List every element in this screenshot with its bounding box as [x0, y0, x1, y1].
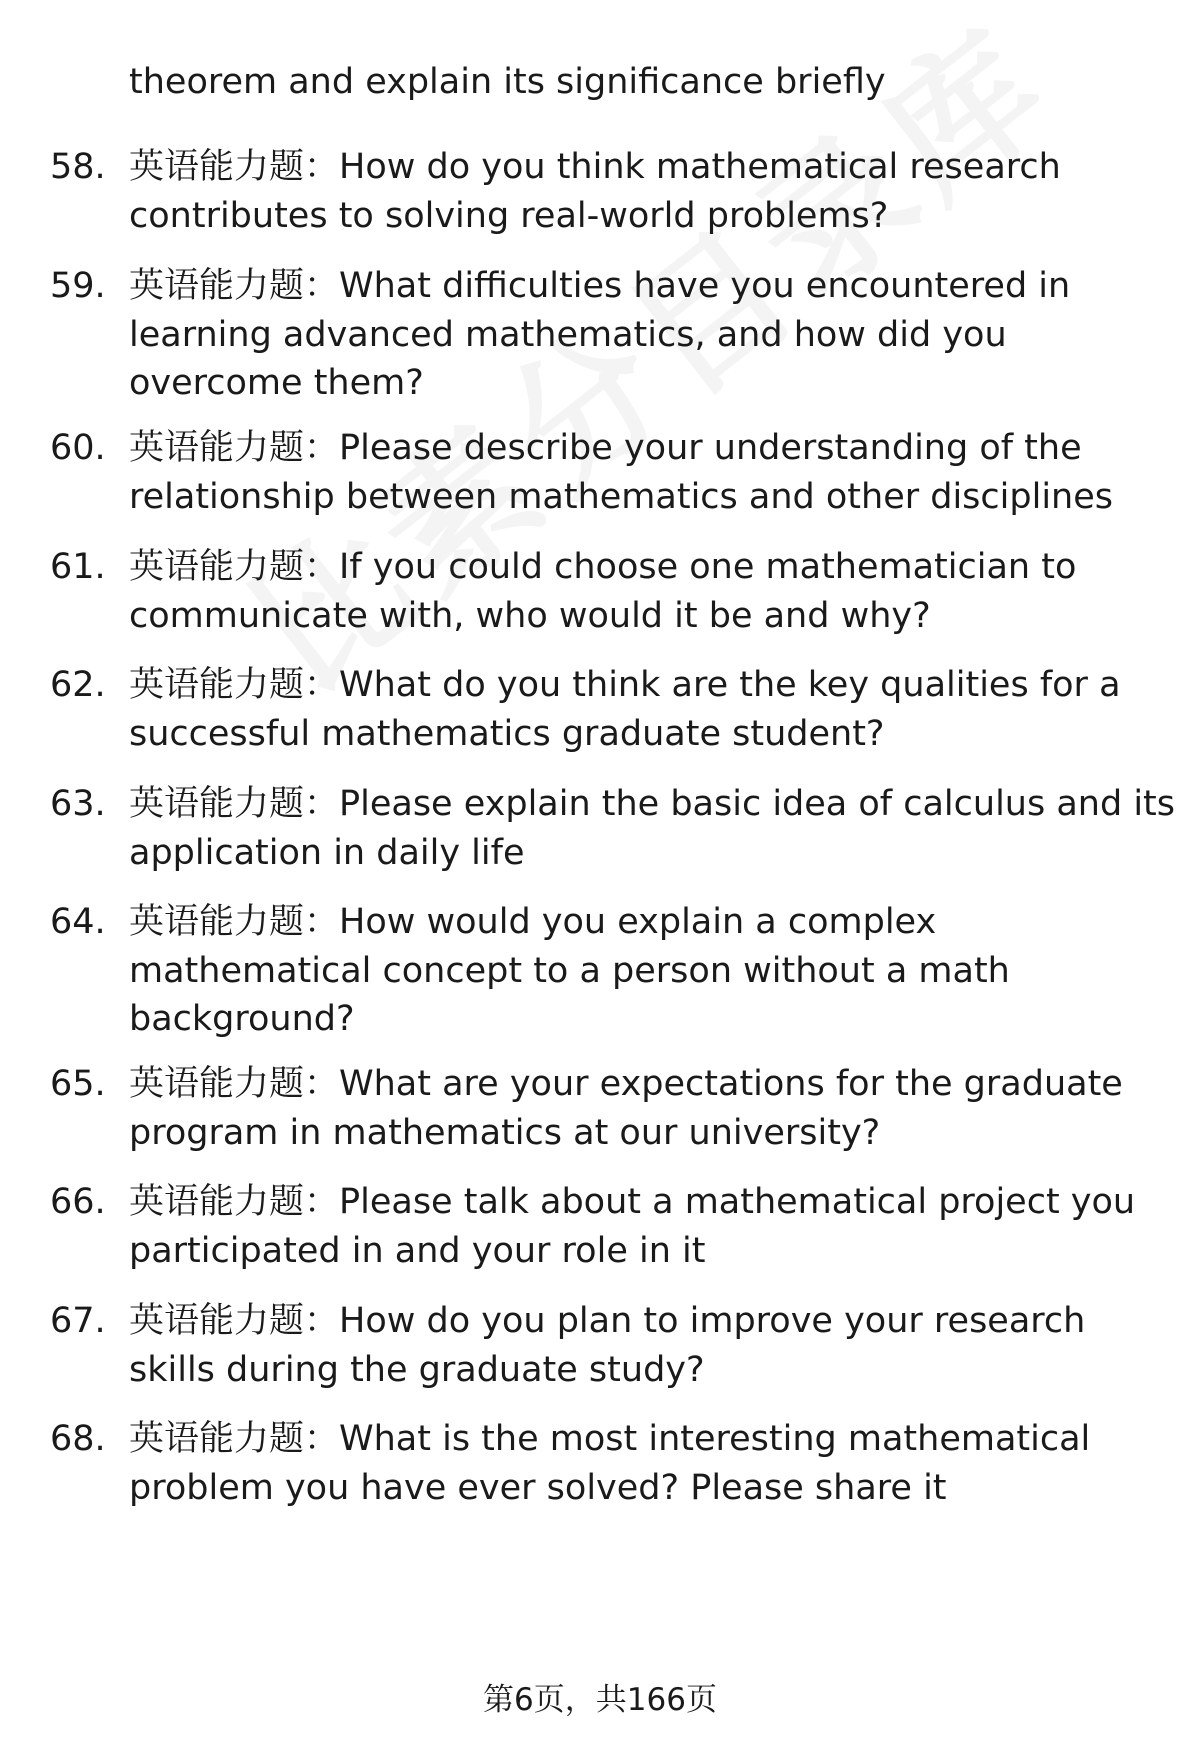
question-number: 59. — [50, 266, 106, 306]
question-line-text: Please describe your understanding of the — [339, 428, 1082, 468]
question-line: overcome them? — [129, 363, 424, 403]
question-prefix: 英语能力题： — [129, 665, 340, 705]
question-line-text: If you could choose one mathematician to — [339, 547, 1077, 587]
question-line-text: How would you explain a complex — [339, 902, 937, 942]
question-text — [129, 143, 1189, 240]
question-line: mathematical concept to a person without a math — [129, 950, 1010, 991]
question-number: 58. — [50, 147, 106, 187]
question-line-text: How do you plan to improve your research — [339, 1301, 1086, 1341]
question-line: learning advanced mathematics, and how did you — [129, 314, 1007, 355]
question-number: 67. — [50, 1301, 106, 1341]
question-line: successful mathematics graduate student? — [129, 713, 885, 754]
question-text — [129, 1178, 1189, 1275]
question-number: 64. — [50, 902, 106, 942]
question-line — [129, 143, 1189, 192]
question-line: problem you have ever solved? Please share it — [129, 1467, 947, 1508]
question-line-text: What do you think are the key qualities for a — [339, 665, 1121, 705]
question-text — [129, 543, 1189, 640]
question-line-text: How do you think mathematical research — [339, 147, 1061, 187]
question-line: participated in and your role in it — [129, 1230, 706, 1271]
question-number: 65. — [50, 1064, 106, 1104]
question-prefix: 英语能力题： — [129, 147, 340, 187]
question-line — [129, 1297, 1189, 1346]
page-footer: 第6页，共166页 — [483, 1682, 717, 1718]
question-line — [129, 1178, 1189, 1227]
question-line — [129, 1060, 1189, 1109]
question-line-text: Please talk about a mathematical project you — [339, 1182, 1136, 1222]
question-prefix: 英语能力题： — [129, 428, 340, 468]
continuation-text: theorem and explain its significance briefly — [129, 62, 886, 102]
question-line: communicate with, who would it be and why? — [129, 595, 931, 636]
question-text — [129, 262, 1189, 408]
question-line: contributes to solving real-world problems? — [129, 195, 889, 236]
question-number: 61. — [50, 547, 106, 587]
question-number: 68. — [50, 1419, 106, 1459]
question-line — [129, 262, 1189, 311]
question-line: program in mathematics at our university? — [129, 1112, 881, 1153]
question-text — [129, 424, 1189, 521]
question-prefix: 英语能力题： — [129, 1182, 340, 1222]
question-line-text: What difficulties have you encountered in — [339, 266, 1071, 306]
question-line — [129, 898, 1189, 947]
question-number: 63. — [50, 784, 106, 824]
question-text — [129, 780, 1189, 877]
question-line — [129, 1415, 1189, 1464]
question-line: application in daily life — [129, 832, 525, 873]
question-number: 66. — [50, 1182, 106, 1222]
question-line — [129, 661, 1189, 710]
question-prefix: 英语能力题： — [129, 902, 340, 942]
question-text — [129, 661, 1189, 758]
question-number: 60. — [50, 428, 106, 468]
question-line — [129, 543, 1189, 592]
question-line — [129, 424, 1189, 473]
question-line: skills during the graduate study? — [129, 1349, 705, 1390]
question-line — [129, 780, 1189, 829]
question-prefix: 英语能力题： — [129, 1301, 340, 1341]
question-line: relationship between mathematics and other disciplines — [129, 476, 1113, 517]
question-prefix: 英语能力题： — [129, 266, 340, 306]
question-text — [129, 1415, 1189, 1512]
question-text — [129, 1060, 1189, 1157]
question-prefix: 英语能力题： — [129, 1419, 340, 1459]
question-line-text: Please explain the basic idea of calculus and its — [339, 784, 1175, 824]
question-line-text: What are your expectations for the graduate — [339, 1064, 1123, 1104]
question-line-text: What is the most interesting mathematical — [339, 1419, 1091, 1459]
question-prefix: 英语能力题： — [129, 547, 340, 587]
question-prefix: 英语能力题： — [129, 1064, 340, 1104]
question-text — [129, 898, 1189, 1044]
question-prefix: 英语能力题： — [129, 784, 340, 824]
question-text — [129, 1297, 1189, 1394]
question-number: 62. — [50, 665, 106, 705]
question-line: background? — [129, 999, 355, 1039]
